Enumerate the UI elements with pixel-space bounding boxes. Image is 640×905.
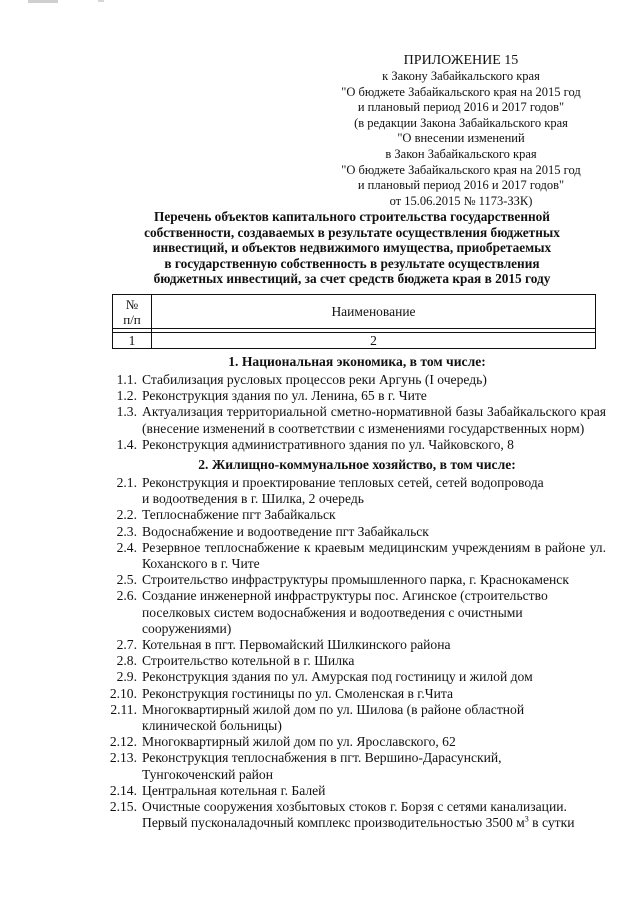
appendix-header-line: и плановый период 2016 и 2017 годов"	[357, 100, 565, 115]
number-abbrev: п/п	[123, 311, 141, 327]
item-text-line: поселковых систем водоснабжения и водоотведения с очистными	[142, 604, 523, 620]
document-title-line: инвестиций, и объектов недвижимого имущества, приобретаемых	[152, 240, 552, 256]
table-header-row	[113, 295, 596, 329]
item-text: Многоквартирный жилой дом по ул. Ярославского, 62	[142, 734, 456, 750]
item-text: Актуализация территориальной сметно-нормативной базы Забайкальского края (внесение изменений в соответствии с изменениями государственных норм)	[142, 404, 606, 436]
item-number: 1.2.	[116, 388, 137, 404]
cubic-superscript: 3	[524, 814, 529, 824]
item-number: 2.11.	[110, 701, 137, 717]
column-index-1: 1	[113, 333, 152, 349]
list-item	[108, 750, 606, 782]
item-text: Водоснабжение и водоотведение пгт Забайкальск	[142, 523, 429, 539]
item-text: Реконструкция гостиницы по ул. Смоленская в г.Чита	[142, 685, 453, 701]
document-title-line: собственности, создаваемых в результате осуществления бюджетных	[144, 224, 560, 240]
item-text: Теплоснабжение пгт Забайкальск	[142, 507, 336, 523]
appendix-header	[330, 52, 592, 209]
item-number: 1.1.	[116, 372, 137, 387]
item-text: Стабилизация русловых процессов реки Аргунь (I очередь)	[142, 372, 487, 387]
item-text-line: Реконструкция теплоснабжения в пгт. Вершино-Дарасунский,	[142, 750, 502, 766]
item-text	[142, 588, 606, 637]
item-text-line: Создание инженерной инфраструктуры пос. Агинское (строительство	[142, 588, 548, 604]
document-title-line: бюджетных инвестиций, за счет средств бюджета края в 2015 году	[153, 271, 551, 287]
item-number: 2.2.	[116, 507, 137, 523]
list-item	[108, 588, 606, 637]
object-list	[108, 350, 606, 831]
appendix-header-line: и плановый период 2016 и 2017 годов"	[357, 178, 565, 193]
scan-artifact-mark	[28, 0, 58, 3]
appendix-header-line: "О внесении изменений	[397, 131, 525, 146]
item-number: 2.8.	[116, 653, 137, 669]
appendix-header-line: (в редакции Закона Забайкальского края	[354, 115, 568, 130]
section-title: 2. Жилищно-коммунальное хозяйство, в том числе:	[198, 457, 516, 473]
item-text: Строительство инфраструктуры промышленного парка, г. Краснокаменск	[142, 572, 569, 588]
section-title: 1. Национальная экономика, в том числе:	[228, 354, 486, 369]
appendix-header-line: от 15.06.2015 № 1173-ЗЗК)	[389, 193, 533, 208]
document-title-line: в государственную собственность в результате осуществления	[164, 255, 540, 271]
appendix-title: ПРИЛОЖЕНИЕ 15	[403, 53, 519, 68]
item-text-line: и водоотведения в г. Шилка, 2 очередь	[142, 491, 364, 507]
item-number: 2.4.	[116, 539, 137, 555]
item-text-line: Очистные сооружения хозбытовых стоков г. Борзя с сетями канализации.	[142, 799, 567, 815]
item-text: Строительство котельной в г. Шилка	[142, 653, 355, 669]
list-header-table	[112, 294, 596, 349]
list-item	[108, 783, 606, 799]
item-number: 2.6.	[116, 588, 137, 604]
item-text-line	[142, 815, 606, 831]
column-index-row	[113, 333, 596, 349]
list-item	[108, 475, 606, 507]
column-index-2: 2	[152, 333, 596, 349]
list-item	[108, 637, 606, 653]
scan-artifact-mark	[98, 0, 104, 2]
list-item	[108, 437, 606, 453]
item-text-line: Многоквартирный жилой дом по ул. Шилова (в районе областной	[142, 701, 525, 717]
number-column-header	[113, 295, 152, 329]
item-text-part: в сутки	[528, 815, 575, 831]
name-column-header: Наименование	[152, 295, 596, 329]
item-text	[142, 475, 606, 507]
item-number: 2.15.	[109, 799, 137, 815]
list-item	[108, 572, 606, 588]
item-number: 2.5.	[116, 572, 137, 588]
list-item	[108, 653, 606, 669]
item-text-line: Тунгокоченский район	[142, 766, 273, 782]
item-text-line: сооружениями)	[142, 620, 232, 636]
list-item	[108, 388, 606, 404]
item-text: Реконструкция здания по ул. Амурская под гостиницу и жилой дом	[142, 669, 533, 685]
list-item	[108, 686, 606, 702]
item-number: 2.7.	[116, 637, 137, 653]
item-number: 1.4.	[116, 436, 137, 452]
list-item	[108, 524, 606, 540]
item-text: Центральная котельная г. Балей	[142, 782, 326, 798]
item-number: 2.12.	[109, 734, 137, 750]
list-item	[108, 372, 606, 388]
item-text	[142, 799, 606, 831]
document-title-line: Перечень объектов капитального строительства государственной	[154, 209, 550, 224]
list-item	[108, 734, 606, 750]
item-text: Котельная в пгт. Первомайский Шилкинского района	[142, 637, 451, 653]
list-item	[108, 799, 606, 831]
item-text: Резервное теплоснабжение к краевым медицинским учреждениям в районе ул. Коханского в г. Чите	[142, 539, 606, 572]
document-title	[132, 209, 572, 287]
appendix-header-line: в Закон Забайкальского края	[385, 146, 537, 161]
item-number: 1.3.	[116, 404, 137, 420]
item-number: 2.14.	[109, 782, 137, 798]
list-item	[108, 669, 606, 685]
item-text: Реконструкция административного здания по ул. Чайковского, 8	[142, 436, 514, 452]
appendix-header-line: "О бюджете Забайкальского края на 2015 год	[341, 84, 581, 99]
list-item	[108, 404, 606, 436]
item-number: 2.3.	[116, 523, 137, 539]
appendix-header-line: "О бюджете Забайкальского края на 2015 год	[341, 162, 581, 177]
item-text	[142, 750, 606, 782]
list-item	[108, 702, 606, 734]
list-item	[108, 507, 606, 523]
item-number: 2.10.	[109, 685, 137, 701]
item-number: 2.9.	[116, 669, 137, 685]
item-number: 2.1.	[116, 475, 137, 491]
list-item	[108, 540, 606, 572]
item-text-line: клинической больницы)	[142, 718, 282, 734]
item-text	[142, 702, 606, 734]
item-text: Реконструкция здания по ул. Ленина, 65 в г. Чите	[142, 388, 427, 404]
appendix-header-line: к Закону Забайкальского края	[382, 69, 540, 83]
number-sign: №	[125, 296, 139, 312]
item-text-line: Реконструкция и проектирование тепловых сетей, сетей водопровода	[142, 475, 544, 491]
item-text-part: Первый пусконаладочный комплекс производительностью 3500 м	[142, 815, 525, 831]
item-number: 2.13.	[109, 750, 137, 766]
